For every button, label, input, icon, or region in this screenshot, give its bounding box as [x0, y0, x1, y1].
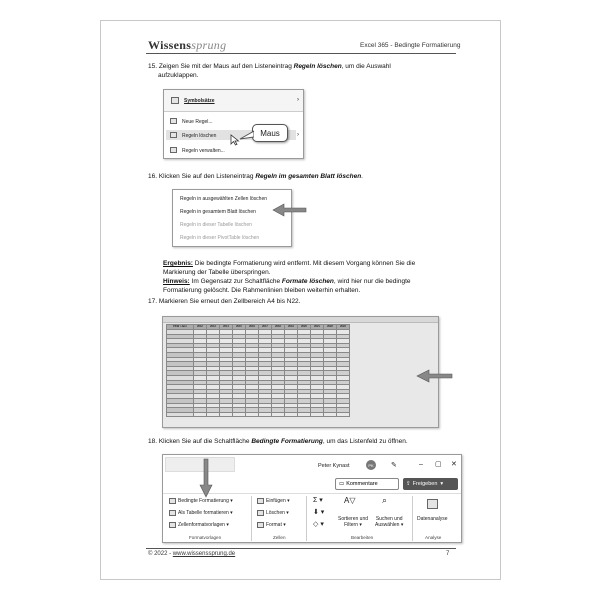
sort-filter-icon: A▽: [344, 496, 356, 505]
format-as-table-icon: [169, 510, 176, 516]
group-label-zellen: Zellen: [273, 535, 286, 540]
header-cell[interactable]: PKW / Jahr: [167, 325, 194, 330]
row-label-cell[interactable]: [167, 412, 194, 417]
step-15-text: 15. Zeigen Sie mit der Maus auf den Listeneintrag Regeln löschen, um die Auswahl aufzuklappen.: [148, 63, 391, 79]
data-cell[interactable]: [272, 412, 285, 417]
menu-item-regeln-auswahl[interactable]: Regeln in ausgewählten Zellen löschen: [180, 196, 268, 202]
arrow-left-icon: [270, 202, 308, 218]
clear-rules-icon: [170, 132, 177, 138]
menu-item-regeln-gesamtes-blatt[interactable]: Regeln in gesamtem Blatt löschen: [180, 209, 256, 215]
data-cell[interactable]: [259, 412, 272, 417]
menu-item-neue-regel[interactable]: Neue Regel...: [182, 119, 213, 125]
chevron-right-icon: ›: [297, 97, 299, 103]
menu-item-regeln-pivottable: Regeln in dieser PivotTable löschen: [180, 235, 260, 241]
new-rule-icon: [170, 118, 177, 124]
arrow-down-icon: [198, 457, 214, 499]
minimize-icon[interactable]: –: [419, 461, 423, 468]
spreadsheet-table[interactable]: [166, 324, 350, 417]
data-cell[interactable]: [207, 412, 220, 417]
data-cell[interactable]: [337, 412, 350, 417]
als-tabelle-button[interactable]: Als Tabelle formatieren ▾: [178, 510, 233, 516]
cell-styles-icon: [169, 522, 176, 528]
step-18-text: 18. Klicken Sie auf die Schaltfläche Bedingte Formatierung, um das Listenfeld zu öffnen.: [148, 438, 408, 445]
data-cell[interactable]: [285, 412, 298, 417]
kommentare-button[interactable]: ▭ Kommentare: [335, 478, 399, 490]
callout-pointer: [238, 127, 254, 141]
data-cell[interactable]: [298, 412, 311, 417]
menu-item-regeln-tabelle: Regeln in dieser Tabelle löschen: [180, 222, 252, 228]
einfuegen-button[interactable]: Einfügen ▾: [266, 498, 290, 504]
data-cell[interactable]: [194, 412, 207, 417]
step-16-text: 16. Klicken Sie auf den Listeneintrag Regeln im gesamten Blatt löschen.: [148, 173, 363, 180]
sheet-grid[interactable]: [166, 324, 350, 417]
autosum-icon[interactable]: Σ ▾: [313, 497, 323, 504]
document-title: Excel 365 - Bedingte Formatierung: [360, 42, 461, 49]
logo: Wissenssprung: [148, 38, 227, 52]
chevron-right-icon: ›: [297, 132, 299, 138]
search-icon: ⌕: [382, 495, 388, 505]
data-cell[interactable]: [233, 412, 246, 417]
header-cell[interactable]: 2021: [311, 325, 324, 330]
conditional-formatting-icon: [169, 498, 176, 504]
header-cell[interactable]: 2017: [259, 325, 272, 330]
format-icon: [257, 522, 264, 528]
symbol-sets-icon: [171, 97, 179, 104]
restore-icon[interactable]: ▢: [435, 461, 442, 468]
data-cell[interactable]: [311, 412, 324, 417]
sortieren-filtern-button[interactable]: Sortieren und Filtern ▾: [338, 516, 369, 528]
header-cell[interactable]: 2012: [194, 325, 207, 330]
clear-icon[interactable]: ◇ ▾: [313, 521, 324, 528]
group-label-bearbeiten: Bearbeiten: [351, 535, 374, 540]
spreadsheet-screenshot: [162, 316, 439, 428]
header-divider: [146, 53, 456, 54]
data-cell[interactable]: [324, 412, 337, 417]
data-cell[interactable]: [220, 412, 233, 417]
header-cell[interactable]: 2020: [298, 325, 311, 330]
header-cell[interactable]: 2019: [285, 325, 298, 330]
loeschen-button[interactable]: Löschen ▾: [266, 510, 289, 516]
header-cell[interactable]: 2022: [324, 325, 337, 330]
user-name: Peter Kynast: [318, 463, 350, 469]
group-label-analyse: Analyse: [425, 535, 442, 540]
zellenformatvorlagen-button[interactable]: Zellenformatvorlagen ▾: [178, 522, 229, 528]
header-cell[interactable]: 2015: [233, 325, 246, 330]
close-icon[interactable]: ✕: [451, 461, 457, 468]
header-cell[interactable]: 2023: [337, 325, 350, 330]
menu-item-symbolsaetze[interactable]: Symbolsätze: [184, 98, 215, 104]
bedingte-formatierung-button[interactable]: Bedingte Formatierung ▾: [178, 498, 233, 504]
arrow-left-icon: [414, 368, 454, 384]
step-17-text: 17. Markieren Sie erneut den Zellbereich A4 bis N22.: [148, 298, 301, 305]
fill-icon[interactable]: ⬇ ▾: [313, 509, 325, 516]
menu-item-regeln-loeschen[interactable]: Regeln löschen: [182, 133, 217, 139]
insert-icon: [257, 498, 264, 504]
footer-divider: [146, 548, 456, 549]
delete-icon: [257, 510, 264, 516]
table-row[interactable]: [167, 412, 350, 417]
freigeben-button[interactable]: ⇪ Freigeben ▾: [403, 478, 458, 490]
result-text: Ergebnis: Die bedingte Formatierung wird entfernt. Mit diesem Vorgang können Sie die Markierung der Tabelle überspringen. Hinweis: Im Gegensatz zur Schaltfläche Formate löschen, wird hier nur die bedingte Formatierung gelöscht. Die Rahmenlinien bleiben weiterhin erhalten.: [163, 260, 416, 294]
page-number: 7: [446, 551, 450, 557]
header-cell[interactable]: 2016: [246, 325, 259, 330]
manage-rules-icon: [170, 147, 177, 153]
header-cell[interactable]: 2014: [220, 325, 233, 330]
data-analysis-icon: [427, 499, 438, 509]
suchen-auswaehlen-button[interactable]: Suchen und Auswählen ▾: [375, 516, 404, 528]
menu-item-regeln-verwalten[interactable]: Regeln verwalten...: [182, 148, 225, 154]
maus-callout: Maus: [252, 124, 288, 142]
format-button[interactable]: Format ▾: [266, 522, 286, 528]
menu-screenshot-16: [172, 189, 292, 247]
header-cell[interactable]: 2013: [207, 325, 220, 330]
pen-icon[interactable]: ✎: [391, 462, 397, 469]
website-link[interactable]: www.wissenssprung.de: [172, 551, 236, 557]
copyright: © 2022 - www.wissenssprung.de: [148, 551, 236, 557]
header-cell[interactable]: 2018: [272, 325, 285, 330]
group-label-formatvorlagen: Formatvorlagen: [189, 535, 222, 540]
data-cell[interactable]: [246, 412, 259, 417]
datenanalyse-button[interactable]: Datenanalyse: [417, 516, 448, 522]
avatar[interactable]: PK: [366, 460, 376, 470]
